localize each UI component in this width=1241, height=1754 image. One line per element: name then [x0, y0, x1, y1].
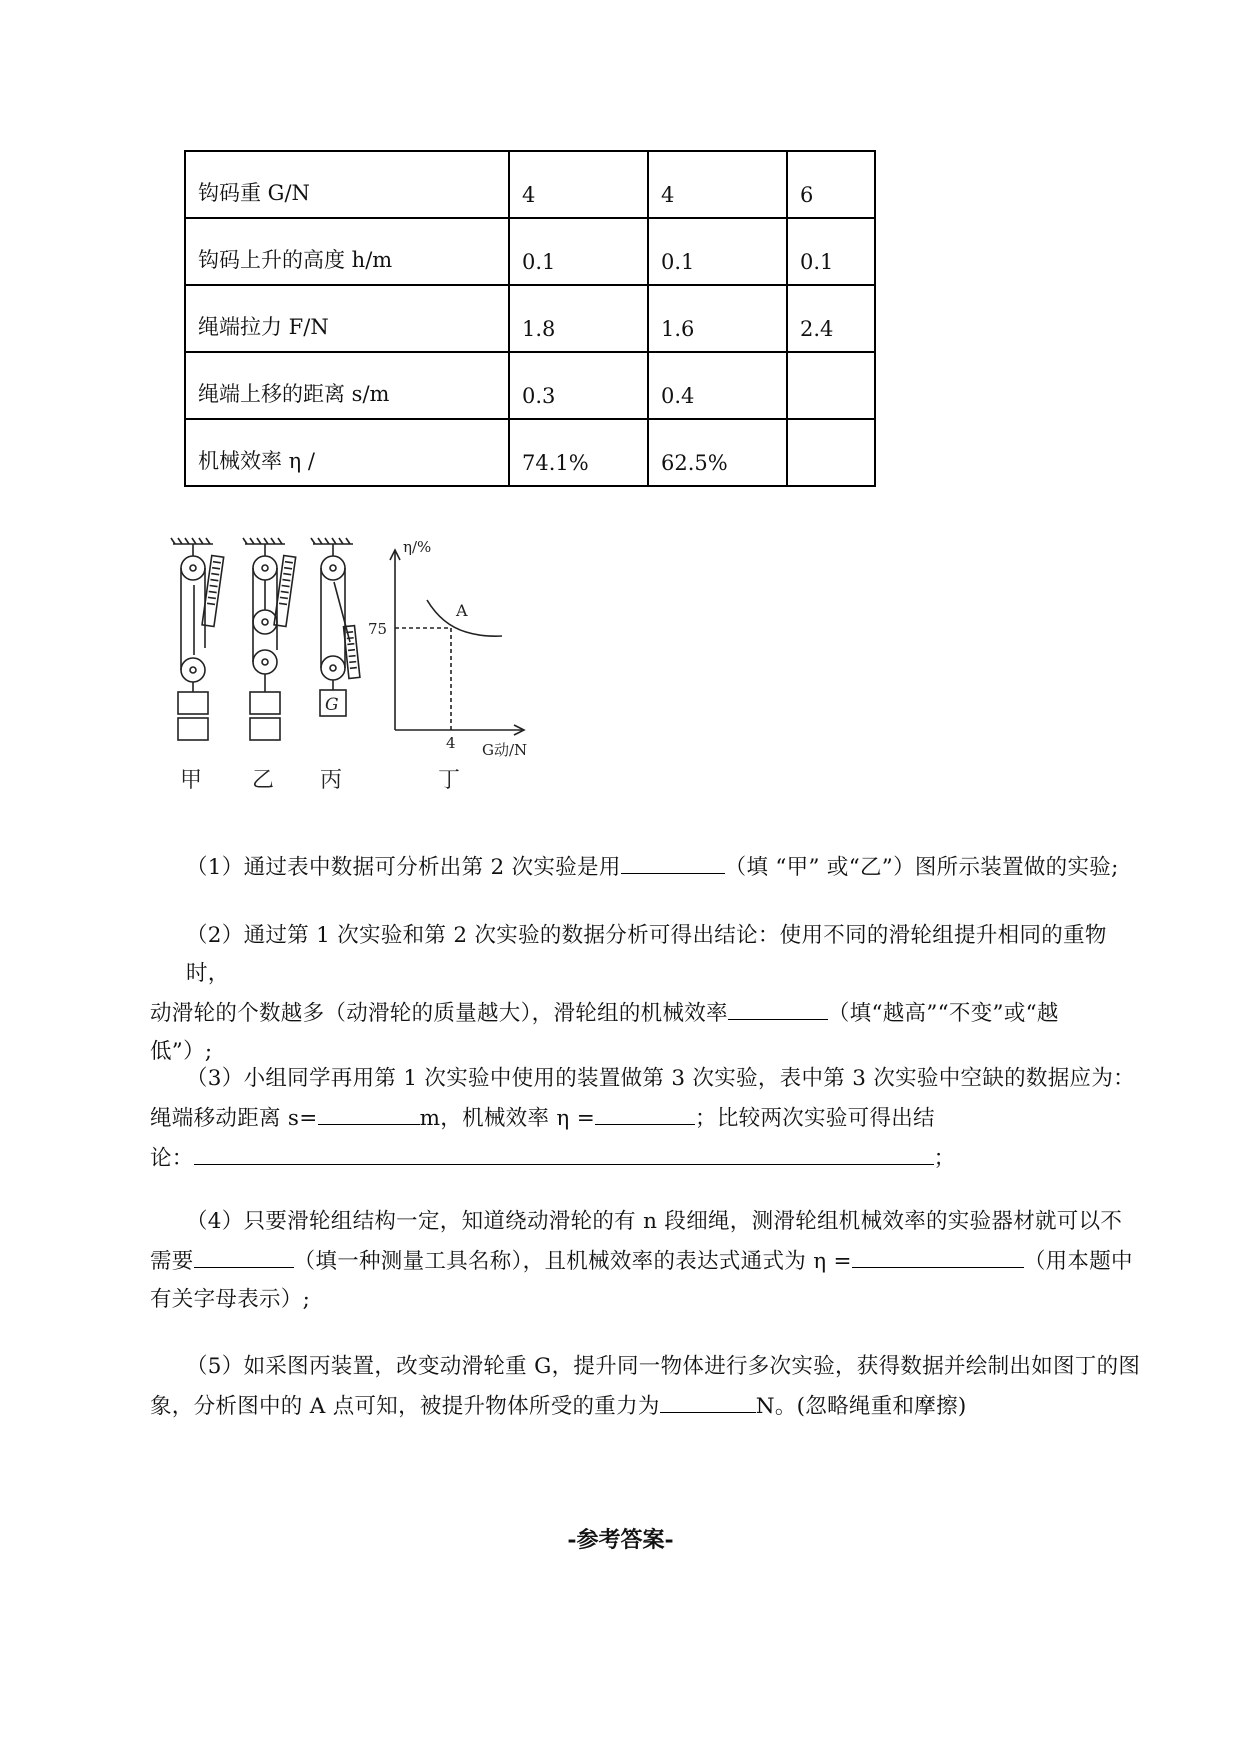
table-cell: 0.4	[648, 352, 787, 419]
graph-x-label: G动/N	[482, 741, 528, 759]
q1-text-b: （填 “甲” 或“乙”）图所示装置做的实验;	[724, 855, 1119, 880]
q4-blank-tool[interactable]	[194, 1241, 294, 1268]
answer-heading: -参考答案-	[567, 1527, 674, 1553]
q4-text-c: （填一种测量工具名称），且机械效率的表达式通式为 η =	[293, 1249, 852, 1274]
table-cell: 6	[787, 151, 875, 218]
table-row-label: 钩码上升的高度 h/m	[185, 218, 509, 285]
table-cell: 74.1%	[509, 419, 648, 486]
table-cell: 0.1	[787, 218, 875, 285]
pulley-setup-bing	[311, 538, 360, 716]
table-cell: 62.5%	[648, 419, 787, 486]
graph-y-tick: 75	[368, 620, 388, 638]
pulley-setup-yi	[243, 538, 296, 740]
q4-blank-expression[interactable]	[852, 1241, 1024, 1268]
table-cell: 0.3	[509, 352, 648, 419]
q2-text-b: 动滑轮的个数越多（动滑轮的质量越大），滑轮组的机械效率	[150, 1001, 728, 1026]
q2-blank[interactable]	[728, 993, 828, 1020]
q5-text-a: （5）如采图丙装置，改变动滑轮重 G，提升同一物体进行多次实验，获得数据并绘制出如图丁的图	[186, 1354, 1141, 1379]
q3-text-c: m，机械效率 η =	[419, 1106, 596, 1131]
q4-text-b: 需要	[150, 1249, 194, 1274]
q2-text-c: （填“越高”“不变”或“越	[827, 1001, 1059, 1026]
table-cell	[787, 352, 875, 419]
label-bing: 丙	[320, 768, 343, 793]
q3-blank-distance[interactable]	[318, 1098, 420, 1125]
q3-text-e: 论：	[150, 1146, 194, 1171]
table-row	[185, 352, 875, 419]
q3-text-d: ；比较两次实验可得出结	[695, 1106, 935, 1131]
graph-x-tick: 4	[446, 734, 456, 752]
table-row	[185, 419, 875, 486]
table-cell: 0.1	[648, 218, 787, 285]
table-cell: 1.8	[509, 285, 648, 352]
table-row-label: 绳端上移的距离 s/m	[185, 352, 509, 419]
question-4	[150, 1203, 1150, 1319]
question-3	[150, 1060, 1150, 1178]
table-cell: 2.4	[787, 285, 875, 352]
q2-text-d: 低”）;	[150, 1039, 213, 1064]
graph-point-label: A	[456, 601, 468, 620]
table-row	[185, 285, 875, 352]
graph-y-label: η/%	[403, 538, 432, 556]
q3-text-f: ；	[933, 1146, 956, 1171]
q5-blank[interactable]	[660, 1386, 756, 1413]
table-cell: 0.1	[509, 218, 648, 285]
pulley-setup-jia	[171, 538, 224, 740]
question-5	[150, 1348, 1150, 1426]
q3-blank-efficiency[interactable]	[595, 1098, 695, 1125]
table-row-label: 绳端拉力 F/N	[185, 285, 509, 352]
table-row	[185, 218, 875, 285]
table-cell: 4	[509, 151, 648, 218]
experiment-data-table	[184, 150, 876, 487]
table-row	[185, 151, 875, 218]
q1-text-a: （1）通过表中数据可分析出第 2 次实验是用	[186, 855, 621, 880]
q4-text-e: 有关字母表示）;	[150, 1287, 311, 1312]
table-row-label: 钩码重 G/N	[185, 151, 509, 218]
label-ding: 丁	[438, 768, 461, 793]
q5-text-b: 象，分析图中的 A 点可知，被提升物体所受的重力为	[150, 1394, 660, 1419]
question-2	[150, 917, 1150, 1071]
q2-text-a: （2）通过第 1 次实验和第 2 次实验的数据分析可得出结论：使用不同的滑轮组提升相同的重物时，	[186, 923, 1107, 986]
pulley-figure	[170, 530, 590, 830]
q5-text-c: N。(忽略绳重和摩擦)	[755, 1394, 967, 1419]
q3-blank-conclusion[interactable]	[194, 1138, 934, 1165]
q4-text-d: （用本题中	[1023, 1249, 1133, 1274]
efficiency-graph-ding	[390, 550, 524, 735]
q3-text-a: （3）小组同学再用第 1 次实验中使用的装置做第 3 次实验，表中第 3 次实验中空缺的数据应为：	[186, 1066, 1135, 1091]
weight-g-label: G	[325, 695, 339, 715]
q3-text-b: 绳端移动距离 s=	[150, 1106, 318, 1131]
q4-text-a: （4）只要滑轮组结构一定，知道绕动滑轮的有 n 段细绳，测滑轮组机械效率的实验器材就可以不	[186, 1209, 1123, 1234]
question-1	[150, 847, 1150, 887]
table-cell: 1.6	[648, 285, 787, 352]
label-jia: 甲	[180, 768, 203, 793]
table-row-label: 机械效率 η /	[185, 419, 509, 486]
table-cell	[787, 419, 875, 486]
label-yi: 乙	[252, 768, 275, 793]
q1-blank[interactable]	[621, 847, 725, 874]
table-cell: 4	[648, 151, 787, 218]
